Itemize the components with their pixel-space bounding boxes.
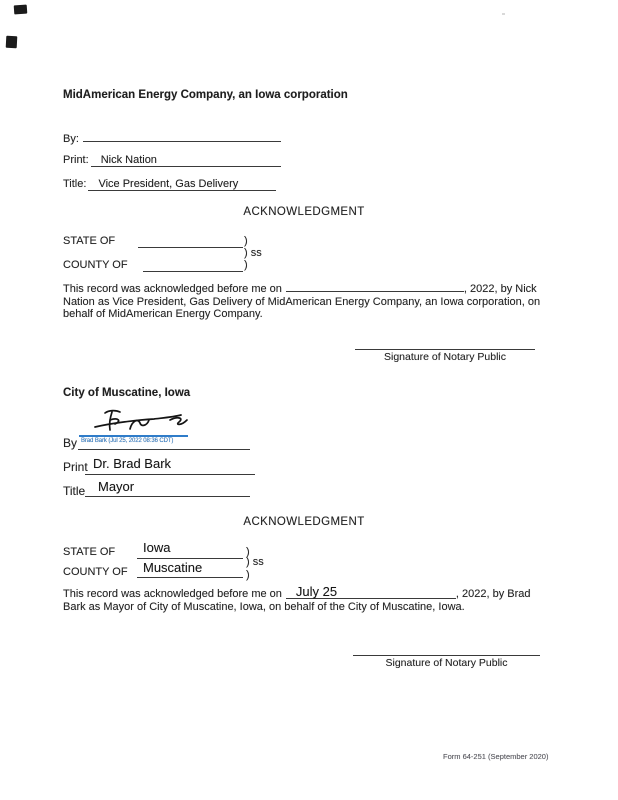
city-heading: City of Muscatine, Iowa bbox=[63, 387, 191, 399]
paren-right: ) bbox=[244, 235, 248, 247]
acknowledgment-heading: ACKNOWLEDGMENT bbox=[243, 206, 365, 218]
state-of-value: Iowa bbox=[143, 540, 171, 555]
scan-artifact bbox=[6, 36, 18, 49]
print-value: Nick Nation bbox=[100, 154, 157, 166]
print-label: Print bbox=[63, 460, 88, 474]
acknowledgment-body-city bbox=[63, 584, 543, 613]
county-of-label: COUNTY OF bbox=[63, 259, 128, 271]
by-line bbox=[63, 129, 281, 144]
paren-right: ) bbox=[246, 569, 250, 581]
date-blank bbox=[286, 584, 456, 599]
print-line bbox=[63, 154, 281, 169]
print-blank bbox=[91, 154, 281, 167]
scan-artifact bbox=[14, 5, 28, 15]
title-label: Title: bbox=[63, 178, 87, 190]
county-of-blank bbox=[137, 560, 243, 578]
body-before-date: This record was acknowledged before me on bbox=[63, 283, 282, 295]
date-value: July 25 bbox=[295, 584, 338, 599]
title-label: Title bbox=[63, 484, 86, 498]
acknowledgment-heading: ACKNOWLEDGMENT bbox=[243, 516, 365, 528]
paren-right: ) bbox=[246, 546, 250, 558]
body-before-date: This record was acknowledged before me on bbox=[63, 588, 282, 600]
print-blank bbox=[85, 456, 255, 475]
county-of-label: COUNTY OF bbox=[63, 566, 128, 578]
state-of-label: STATE OF bbox=[63, 546, 116, 558]
county-of-line bbox=[63, 259, 283, 274]
notary-caption: Signature of Notary Public bbox=[384, 351, 506, 363]
state-of-blank bbox=[138, 235, 243, 248]
paren-right: ) bbox=[244, 259, 248, 271]
notary-signature-line bbox=[353, 643, 540, 656]
scan-speck bbox=[502, 13, 505, 15]
title-line bbox=[63, 178, 276, 193]
title-value: Vice President, Gas Delivery bbox=[98, 178, 239, 190]
form-number: Form 64-251 (September 2020) bbox=[443, 752, 549, 761]
title-blank bbox=[88, 178, 276, 191]
by-label: By bbox=[63, 436, 78, 450]
handwritten-signature bbox=[92, 407, 192, 435]
acknowledgment-body bbox=[63, 281, 555, 321]
by-label: By: bbox=[63, 133, 79, 145]
esign-stamp-text: Brad Bark (Jul 25, 2022 08:36 CDT) bbox=[81, 438, 174, 444]
by-line-city bbox=[63, 436, 283, 451]
title-blank bbox=[85, 479, 250, 497]
state-of-label: STATE OF bbox=[63, 235, 116, 247]
ss-marker: ) ss bbox=[244, 247, 262, 259]
company-heading: MidAmerican Energy Company, an Iowa corporation bbox=[63, 89, 348, 101]
notary-signature-line bbox=[355, 337, 535, 350]
body-after-date: , 2022, by Nick Nation as Vice President, Gas Delivery of MidAmerican Energy Company, an Iowa corporation, on behalf of MidAmerican Energy Company. bbox=[63, 283, 541, 321]
body-after-date: , 2022, by Brad Bark as Mayor of City of Muscatine, Iowa, on behalf of the City of Muscatine, Iowa. bbox=[63, 588, 531, 613]
state-of-blank bbox=[137, 540, 243, 559]
ss-marker: ) ss bbox=[246, 556, 264, 568]
notary-caption: Signature of Notary Public bbox=[385, 657, 508, 669]
print-label: Print: bbox=[63, 154, 89, 166]
county-of-blank bbox=[143, 259, 243, 272]
print-value: Dr. Brad Bark bbox=[93, 456, 172, 471]
title-value: Mayor bbox=[98, 479, 135, 494]
print-line-city bbox=[63, 456, 283, 475]
by-blank bbox=[83, 129, 281, 142]
county-of-value: Muscatine bbox=[143, 560, 203, 575]
date-blank bbox=[286, 281, 464, 292]
by-blank bbox=[78, 436, 250, 450]
title-line-city bbox=[63, 479, 283, 499]
